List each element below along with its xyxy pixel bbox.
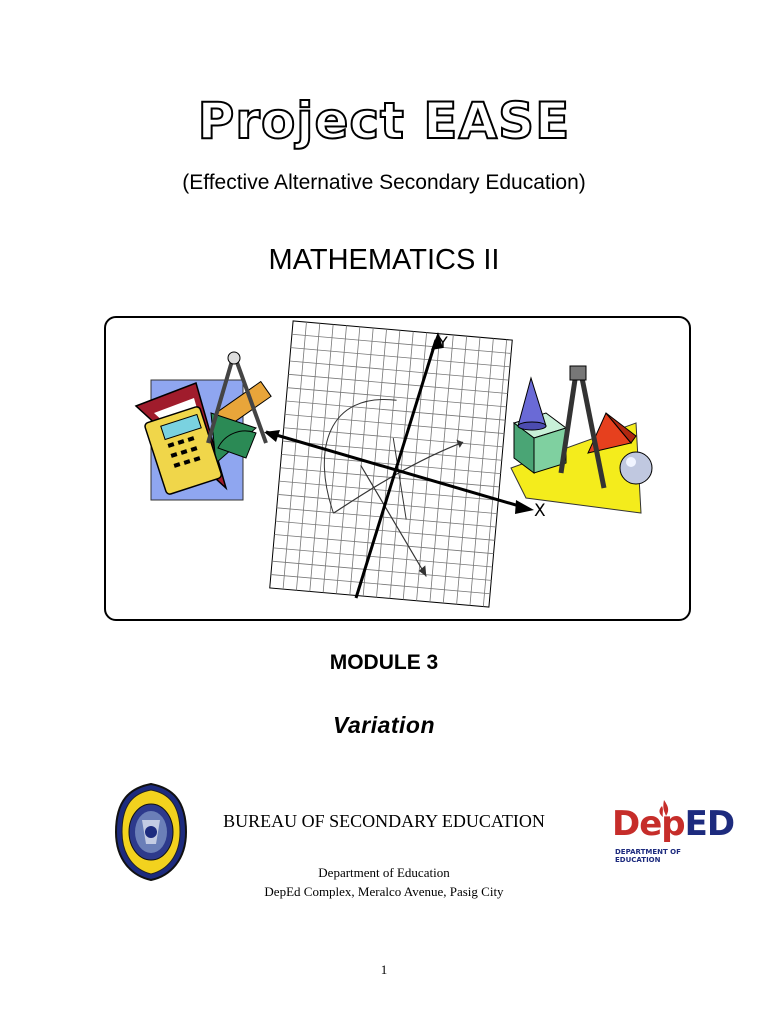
sphere-icon (620, 452, 652, 484)
y-axis-label: Y (438, 333, 448, 352)
module-label: MODULE 3 (329, 651, 439, 674)
x-axis-label: X (534, 501, 546, 521)
cover-illustration-frame (104, 316, 691, 621)
math-tools-clipart (136, 352, 271, 500)
page-number: 1 (380, 962, 388, 977)
department-address: DepEd Complex, Meralco Avenue, Pasig City (264, 884, 504, 899)
geometry-shapes-clipart (511, 366, 652, 513)
coordinate-grid (270, 321, 513, 607)
project-subtitle: (Effective Alternative Secondary Education) (182, 171, 586, 194)
cover-illustration (106, 318, 689, 619)
bureau-name: BUREAU OF SECONDARY EDUCATION (223, 811, 545, 831)
project-title: Project EASE (197, 92, 571, 150)
deped-wordmark-suffix: ED (684, 804, 735, 844)
deped-wordmark-prefix: Dep (612, 804, 685, 844)
deped-logo (608, 800, 735, 864)
deped-tagline: DEPARTMENT OF EDUCATION (615, 848, 681, 864)
deped-wordmark (612, 804, 734, 844)
cone-icon (518, 378, 546, 430)
module-topic: Variation (332, 712, 436, 738)
course-title: MATHEMATICS II (268, 244, 500, 276)
department-name: Department of Education (318, 865, 450, 880)
